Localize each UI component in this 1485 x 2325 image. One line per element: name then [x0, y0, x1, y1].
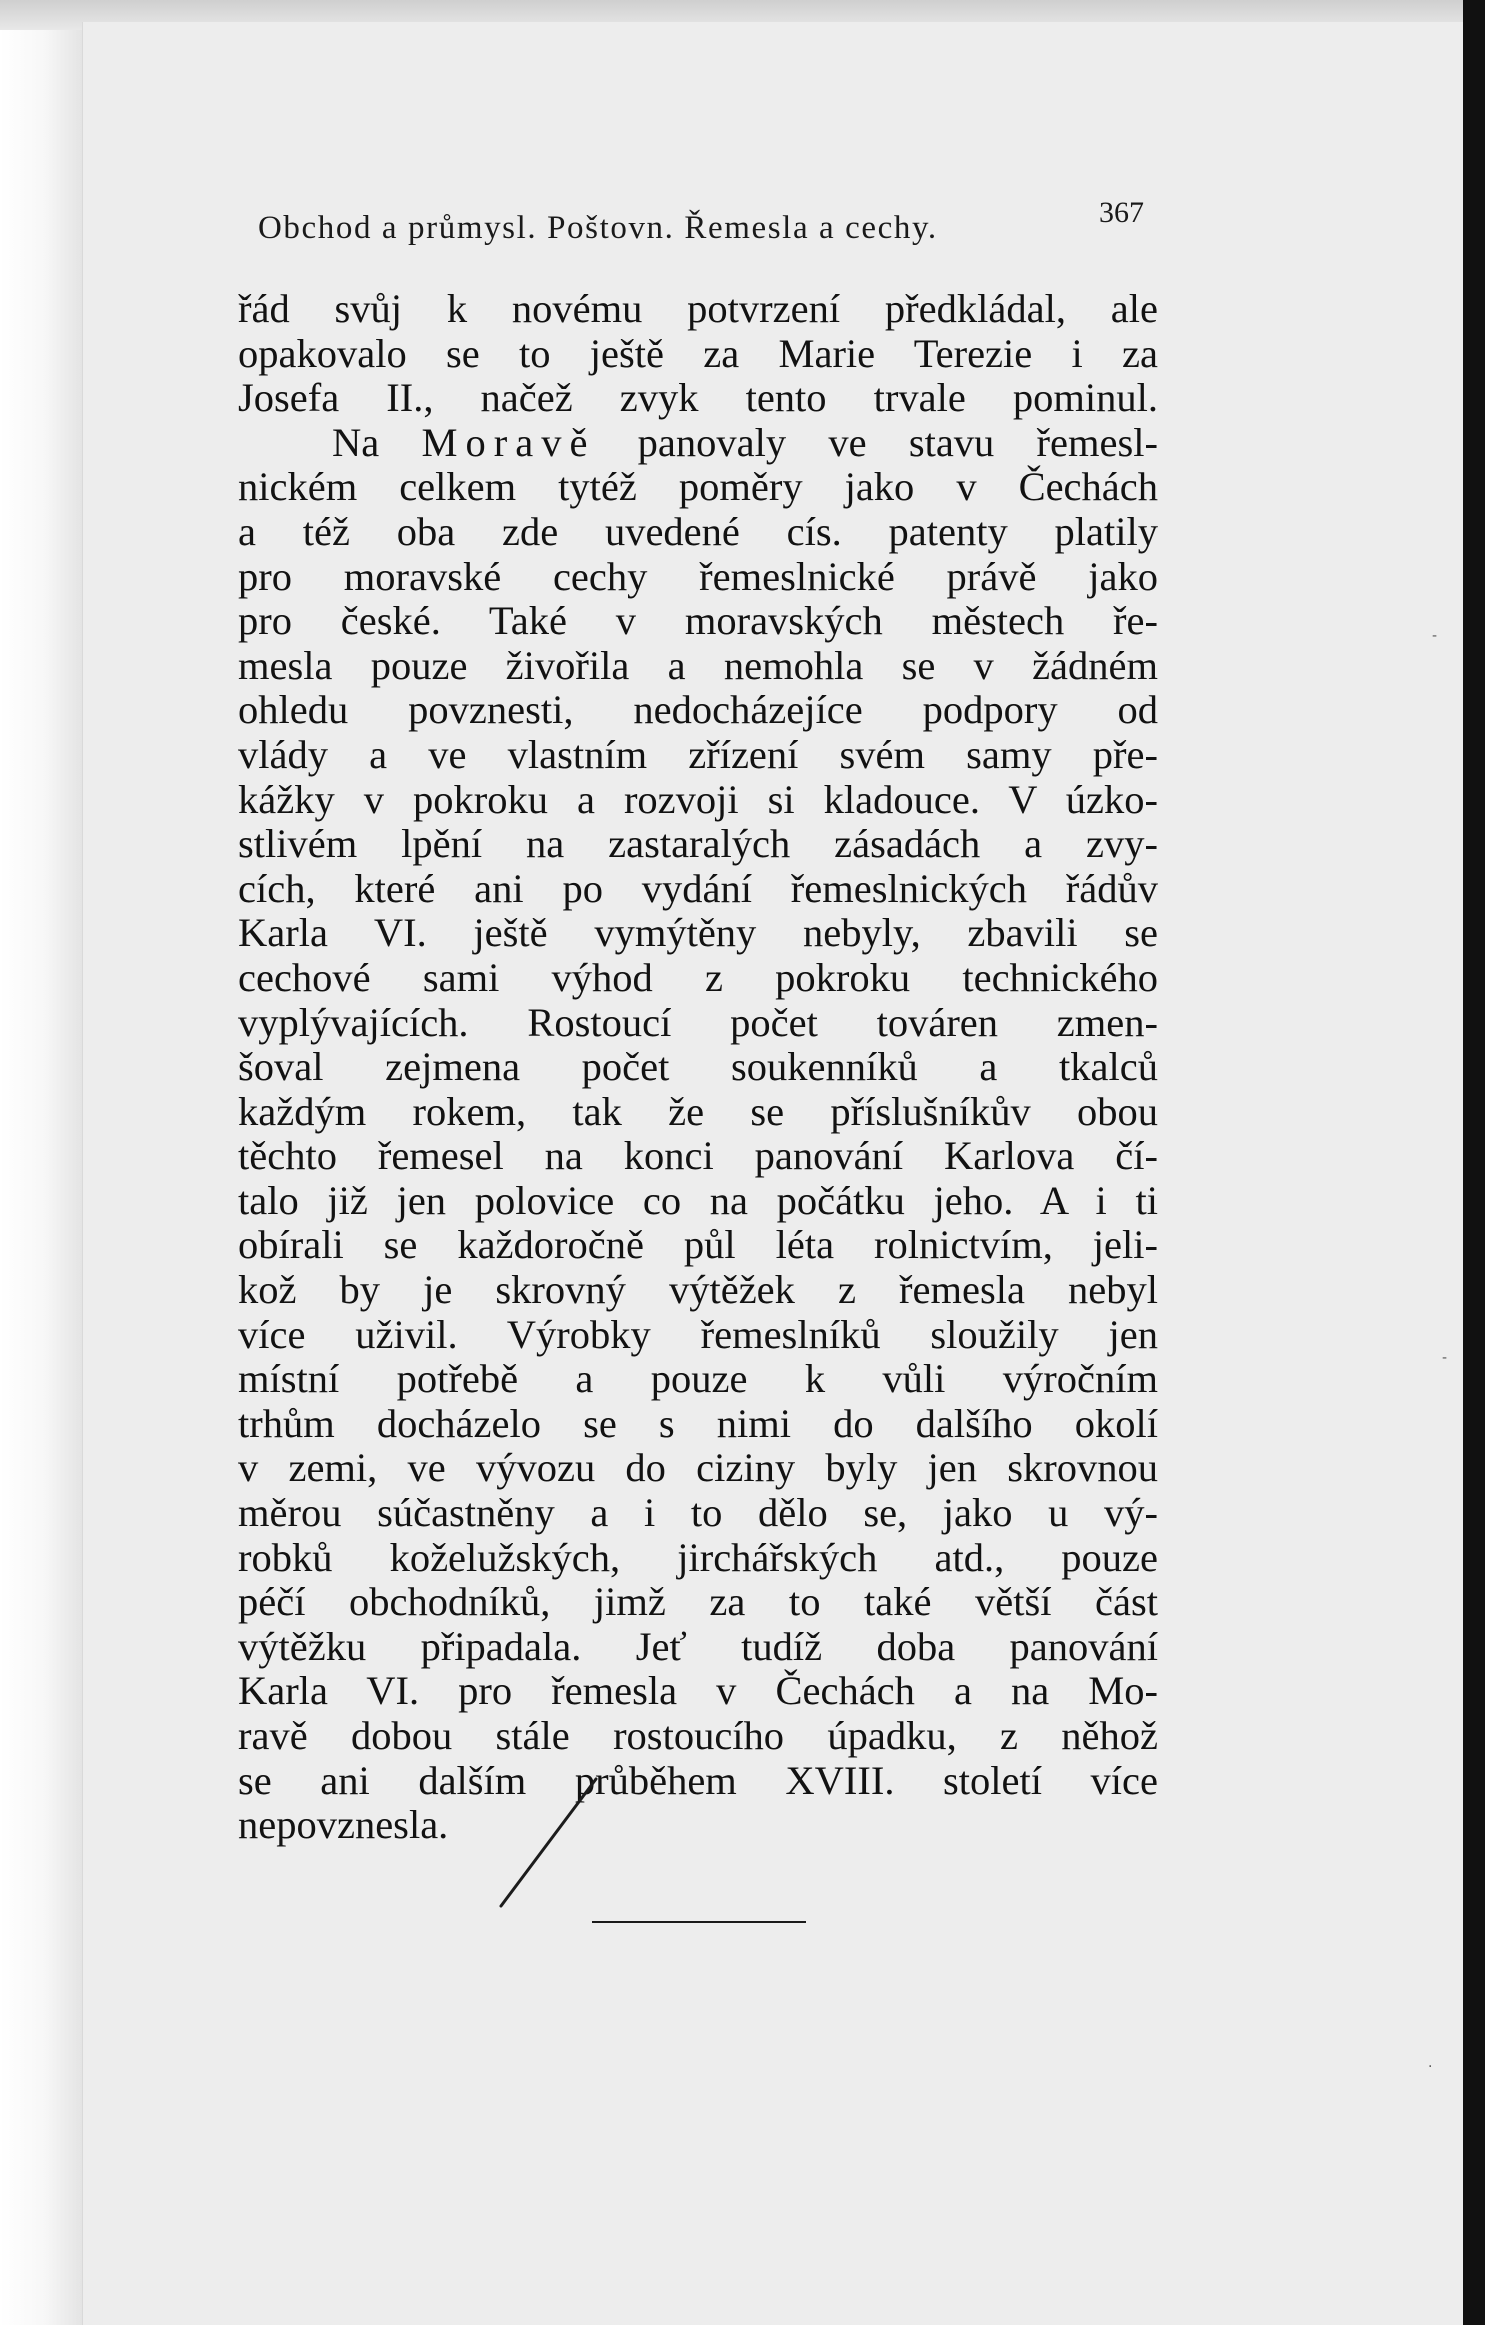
text-line: každým rokem, tak že se příslušníkův obou — [238, 1089, 1158, 1134]
text-line: péčí obchodníků, jimž za to také větší část — [238, 1580, 1158, 1625]
text-line: robků koželužských, jirchářských atd., pouze — [238, 1535, 1158, 1580]
text-line: a též oba zde uvedené cís. patenty platily — [238, 509, 1158, 554]
text-line: trhům docházelo se s nimi do dalšího okolí — [238, 1401, 1158, 1446]
running-head: Obchod a průmysl. Poštovn. Řemesla a cechy. — [258, 210, 938, 246]
text-line: měrou súčastněny a i to dělo se, jako u vý- — [238, 1491, 1158, 1536]
lead-suffix: panovaly ve stavu řemesl- — [595, 420, 1158, 465]
text-line: těchto řemesel na konci panování Karlova čí- — [238, 1134, 1158, 1179]
text-line: více uživil. Výrobky řemeslníků sloužily jen — [238, 1312, 1158, 1357]
text-line: v zemi, ve vývozu do ciziny byly jen skrovnou — [238, 1446, 1158, 1491]
paragraph-first-line — [238, 421, 1158, 466]
text-line: stlivém lpění na zastaralých zásadách a zvy- — [238, 822, 1158, 867]
text-line: vyplývajících. Rostoucí počet továren zmen- — [238, 1000, 1158, 1045]
text-line: Karla VI. ještě vymýtěny nebyly, zbavili se — [238, 911, 1158, 956]
right-scan-edge — [1463, 0, 1485, 2325]
text-line: ohledu povznesti, nedocházejíce podpory od — [238, 688, 1158, 733]
closing-rule — [592, 1921, 806, 1923]
emphasized-word: Moravě — [421, 420, 596, 465]
left-margin-shadow — [0, 0, 82, 2325]
lead-prefix: Na — [332, 420, 422, 465]
text-line: pro české. Také v moravských městech ře- — [238, 599, 1158, 644]
text-line: cechové sami výhod z pokroku technického — [238, 955, 1158, 1000]
text-line: Josefa II., načež zvyk tento trvale pominul. — [238, 376, 1158, 421]
text-line: pro moravské cechy řemeslnické právě jako — [238, 554, 1158, 599]
page-number: 367 — [1099, 196, 1144, 229]
text-line: šoval zejmena počet soukenníků a tkalců — [238, 1045, 1158, 1090]
text-line: nickém celkem tytéž poměry jako v Čechách — [238, 465, 1158, 510]
scan-speck: - — [1432, 628, 1438, 644]
text-line: obírali se každoročně půl léta rolnictvím, jeli- — [238, 1223, 1158, 1268]
text-line: výtěžku připadala. Jeť tudíž doba panování — [238, 1624, 1158, 1669]
scan-speck: - — [1442, 1350, 1448, 1366]
text-line: ravě dobou stále rostoucího úpadku, z něhož — [238, 1714, 1158, 1758]
text-line: se ani dalším průběhem XVIII. století více — [238, 1758, 1158, 1803]
text-line: kož by je skrovný výtěžek z řemesla nebyl — [238, 1268, 1158, 1313]
body-text — [238, 287, 1158, 1848]
text-line: talo již jen polovice co na počátku jeho. A i ti — [238, 1178, 1158, 1223]
text-line-last: nepovznesla. — [238, 1803, 449, 1848]
text-line: vlády a ve vlastním zřízení svém samy pře- — [238, 732, 1158, 777]
text-line: řád svůj k novému potvrzení předkládal, ale — [238, 287, 1158, 331]
text-line: mesla pouze živořila a nemohla se v žádném — [238, 643, 1158, 688]
text-line: opakovalo se to ještě za Marie Terezie i za — [238, 331, 1158, 376]
scan-speck: . — [1428, 2055, 1433, 2071]
text-line: místní potřebě a pouze k vůli výročním — [238, 1357, 1158, 1402]
text-line: Karla VI. pro řemesla v Čechách a na Mo- — [238, 1669, 1158, 1714]
text-line: kážky v pokroku a rozvoji si kladouce. V úzko- — [238, 777, 1158, 822]
text-line: cích, které ani po vydání řemeslnických řádův — [238, 866, 1158, 911]
